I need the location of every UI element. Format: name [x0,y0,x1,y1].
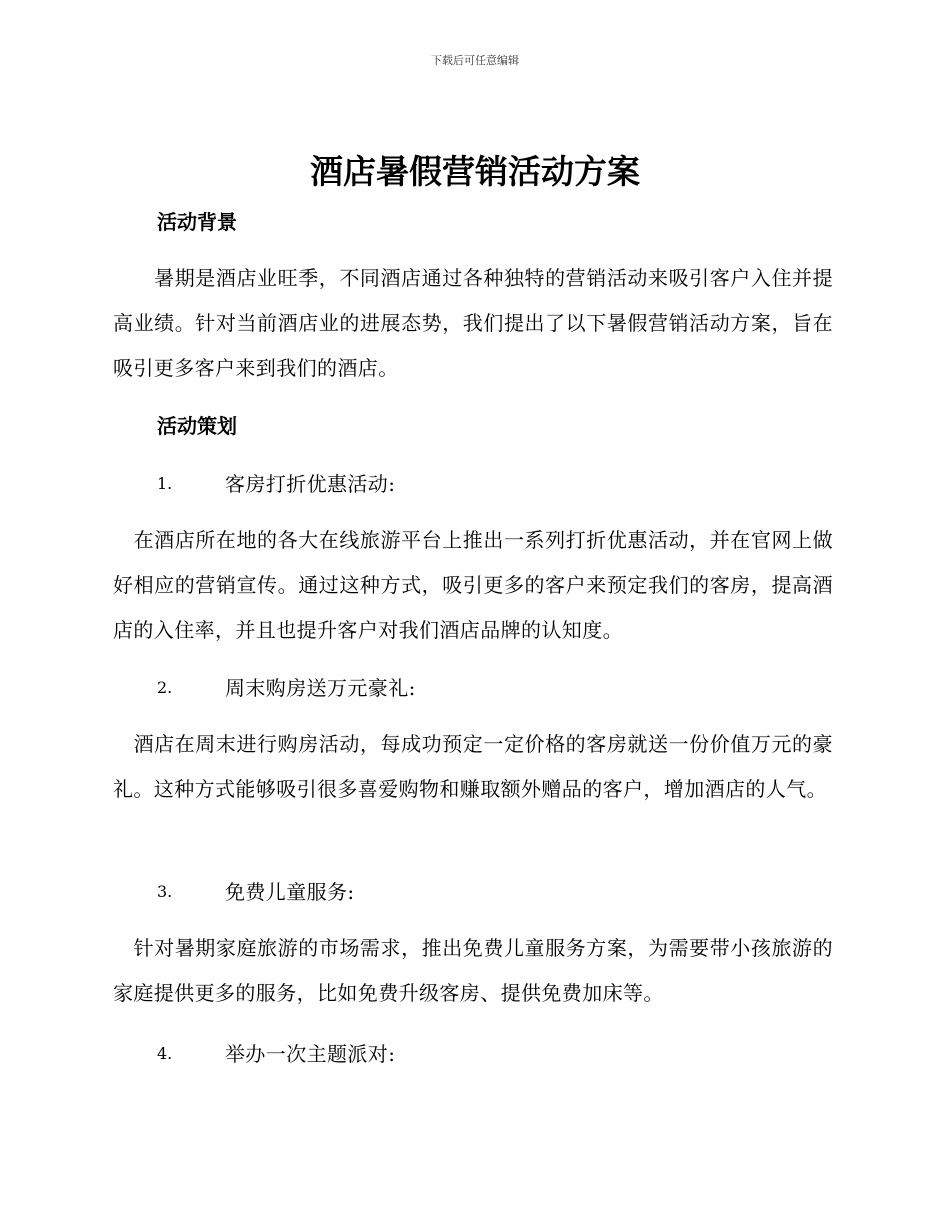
section-heading-background: 活动背景 [157,210,237,234]
item-number: 4. [157,1044,173,1063]
background-paragraph: 暑期是酒店业旺季，不同酒店通过各种独特的营销活动来吸引客户入住并提高业绩。针对当前酒店业的进展态势，我们提出了以下暑假营销活动方案，旨在吸引更多客户来到我们的酒店。 [113,266,833,380]
item-number: 2. [157,678,173,697]
item-paragraph-2: 酒店在周末进行购房活动，每成功预定一定价格的客房就送一份价值万元的豪礼。这种方式能够吸引很多喜爱购物和赚取额外赠品的客户，增加酒店的人气。 [113,732,833,801]
item-number: 3. [157,882,173,901]
item-label: 客房打折优惠活动: [225,472,396,496]
item-paragraph-1: 在酒店所在地的各大在线旅游平台上推出一系列打折优惠活动，并在官网上做好相应的营销宣传。通过这种方式，吸引更多的客户来预定我们的客房，提高酒店的入住率，并且也提升客户对我们酒店品牌的认知度。 [113,528,833,642]
item-label: 举办一次主题派对: [225,1042,396,1066]
section-heading-plan: 活动策划 [157,414,237,438]
item-label: 免费儿童服务: [225,880,355,904]
item-number: 1. [157,474,173,493]
item-label: 周末购房送万元豪礼: [225,676,416,700]
item-paragraph-3: 针对暑期家庭旅游的市场需求，推出免费儿童服务方案，为需要带小孩旅游的家庭提供更多的服务，比如免费升级客房、提供免费加床等。 [113,936,833,1005]
page-header: 下载后可任意编辑 [431,54,519,67]
document-title: 酒店暑假营销活动方案 [310,152,640,191]
